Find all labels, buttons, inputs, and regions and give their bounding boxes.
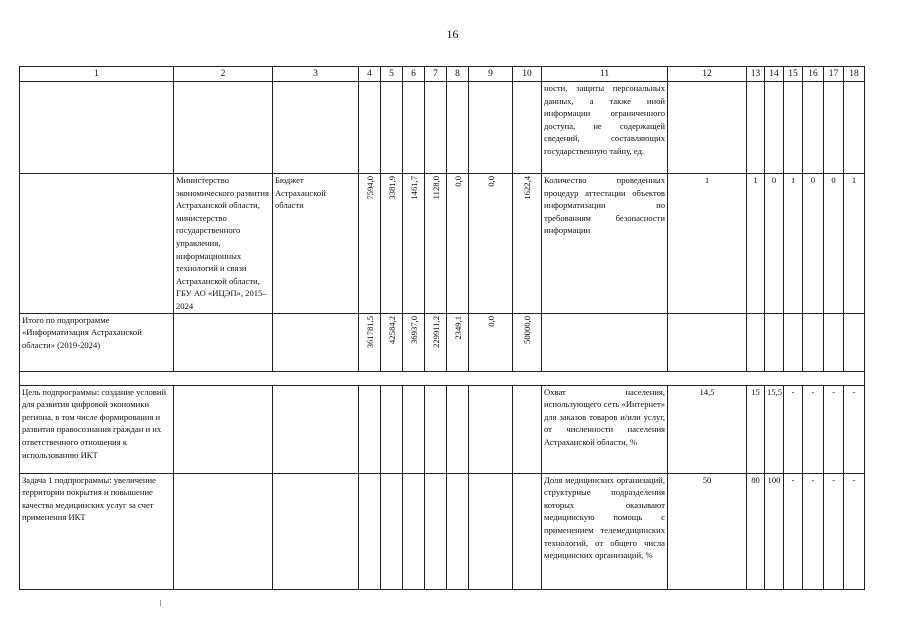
value-col-17: 0 <box>824 174 844 314</box>
value-text: 42584,2 <box>386 315 397 344</box>
value-col-4 <box>359 174 381 314</box>
value-col-16: 0 <box>803 174 824 314</box>
total-col-6 <box>403 313 425 371</box>
col-header-10: 10 <box>513 67 542 82</box>
value-col-12: 14,5 <box>668 385 747 473</box>
value-col-14: 100 <box>765 473 784 589</box>
value-col-7 <box>425 174 447 314</box>
column-header-row <box>20 67 865 82</box>
value-text: 2349,1 <box>452 315 463 340</box>
col-header-7: 7 <box>425 67 447 82</box>
table-row-ministry <box>20 174 865 314</box>
col-header-14: 14 <box>765 67 784 82</box>
value-col-17: - <box>824 473 844 589</box>
value-text: 0,0 <box>485 315 496 327</box>
indicator-cell: Охват населения, использующего сеть «Интернет» для заказов товаров и/или услуг, от численности населения Астраханской области, % <box>542 385 668 473</box>
value-col-15: - <box>784 385 803 473</box>
value-text: 36937,0 <box>408 315 419 344</box>
table-row-total <box>20 313 865 371</box>
col-header-13: 13 <box>747 67 765 82</box>
value-col-13: 80 <box>747 473 765 589</box>
col-header-1: 1 <box>20 67 174 82</box>
col-header-8: 8 <box>447 67 469 82</box>
value-text: 1461,7 <box>408 176 419 200</box>
program-table <box>19 66 865 590</box>
page-number: 16 <box>446 27 459 41</box>
total-title-cell: Итого по подпрограмме «Информатизация Астраханской области» (2019-2024) <box>20 313 174 371</box>
col-header-2: 2 <box>174 67 273 82</box>
col-header-18: 18 <box>844 67 865 82</box>
value-col-16: - <box>803 385 824 473</box>
total-col-10 <box>513 313 542 371</box>
table-row-continuation <box>20 82 865 174</box>
value-col-15: - <box>784 473 803 589</box>
value-text: 1622,4 <box>522 176 532 200</box>
col-header-5: 5 <box>381 67 403 82</box>
total-col-5 <box>381 313 403 371</box>
value-col-13: 15 <box>747 385 765 473</box>
executor-cell: Министерство экономического развития Астраханской области, министерство государственного управления, информационных технологий и связи Астраханской области, ГБУ АО «ИЦЭП», 2015–2024 <box>174 174 273 314</box>
col-header-11: 11 <box>542 67 668 82</box>
funding-source-cell: Бюджет Астраханской области <box>273 174 359 314</box>
value-col-18: - <box>844 473 865 589</box>
total-col-8 <box>447 313 469 371</box>
value-col-9 <box>469 174 513 314</box>
table-row-goal <box>20 385 865 473</box>
indicator-cell: Доля медицинских организаций, структурные подразделения которых оказывают медицинскую помощь с применением телемедицинских технологий, от общего числа медицинских организаций, % <box>542 473 668 589</box>
value-col-5 <box>381 174 403 314</box>
col-header-4: 4 <box>359 67 381 82</box>
col-header-17: 17 <box>824 67 844 82</box>
value-col-6 <box>403 174 425 314</box>
value-col-15: 1 <box>784 174 803 314</box>
section-heading-row <box>20 371 865 385</box>
total-col-9 <box>469 313 513 371</box>
value-col-14: 15,5 <box>765 385 784 473</box>
col-header-15: 15 <box>784 67 803 82</box>
col-header-16: 16 <box>803 67 824 82</box>
col-header-9: 9 <box>469 67 513 82</box>
value-col-13: 1 <box>747 174 765 314</box>
table-row-task <box>20 473 865 589</box>
value-col-16: - <box>803 473 824 589</box>
goal-cell: Цель подпрограммы: создание условий для развития цифровой экономики региона, в том числе формирования и развития правосознания граждан и их ответственного отношения к использованию ИКТ <box>20 385 174 473</box>
value-text: 50000,0 <box>522 315 532 344</box>
value-col-8 <box>447 174 469 314</box>
col-header-6: 6 <box>403 67 425 82</box>
value-col-12: 1 <box>668 174 747 314</box>
value-text: 229911,2 <box>430 315 441 348</box>
value-col-18: 1 <box>844 174 865 314</box>
col-header-3: 3 <box>273 67 359 82</box>
section-heading <box>20 371 865 385</box>
value-col-17: - <box>824 385 844 473</box>
value-col-18: - <box>844 385 865 473</box>
value-text: 0,0 <box>485 176 496 187</box>
value-col-10 <box>513 174 542 314</box>
value-text: 7594,0 <box>364 176 375 200</box>
value-text: 361781,5 <box>364 315 375 348</box>
total-col-7 <box>425 313 447 371</box>
value-text: 0,0 <box>452 176 463 187</box>
value-col-12: 50 <box>668 473 747 589</box>
col-header-12: 12 <box>668 67 747 82</box>
value-text: 3381,9 <box>386 176 397 200</box>
task-cell: Задача 1 подпрограммы: увеличение территории покрытия и повышение качества медицинских услуг за счет применения ИКТ <box>20 473 174 589</box>
scan-mark <box>160 600 161 606</box>
value-text: 1128,0 <box>430 176 441 200</box>
value-col-14: 0 <box>765 174 784 314</box>
total-col-4 <box>359 313 381 371</box>
indicator-cell: Количество проведенных процедур аттестации объектов информатизации по требованиям безопасности информации <box>542 174 668 314</box>
indicator-cell: ности, защиты персональных данных, а также иной информации ограниченного доступа, не содержащей сведений, составляющих государственную тайну, ед. <box>542 82 668 174</box>
